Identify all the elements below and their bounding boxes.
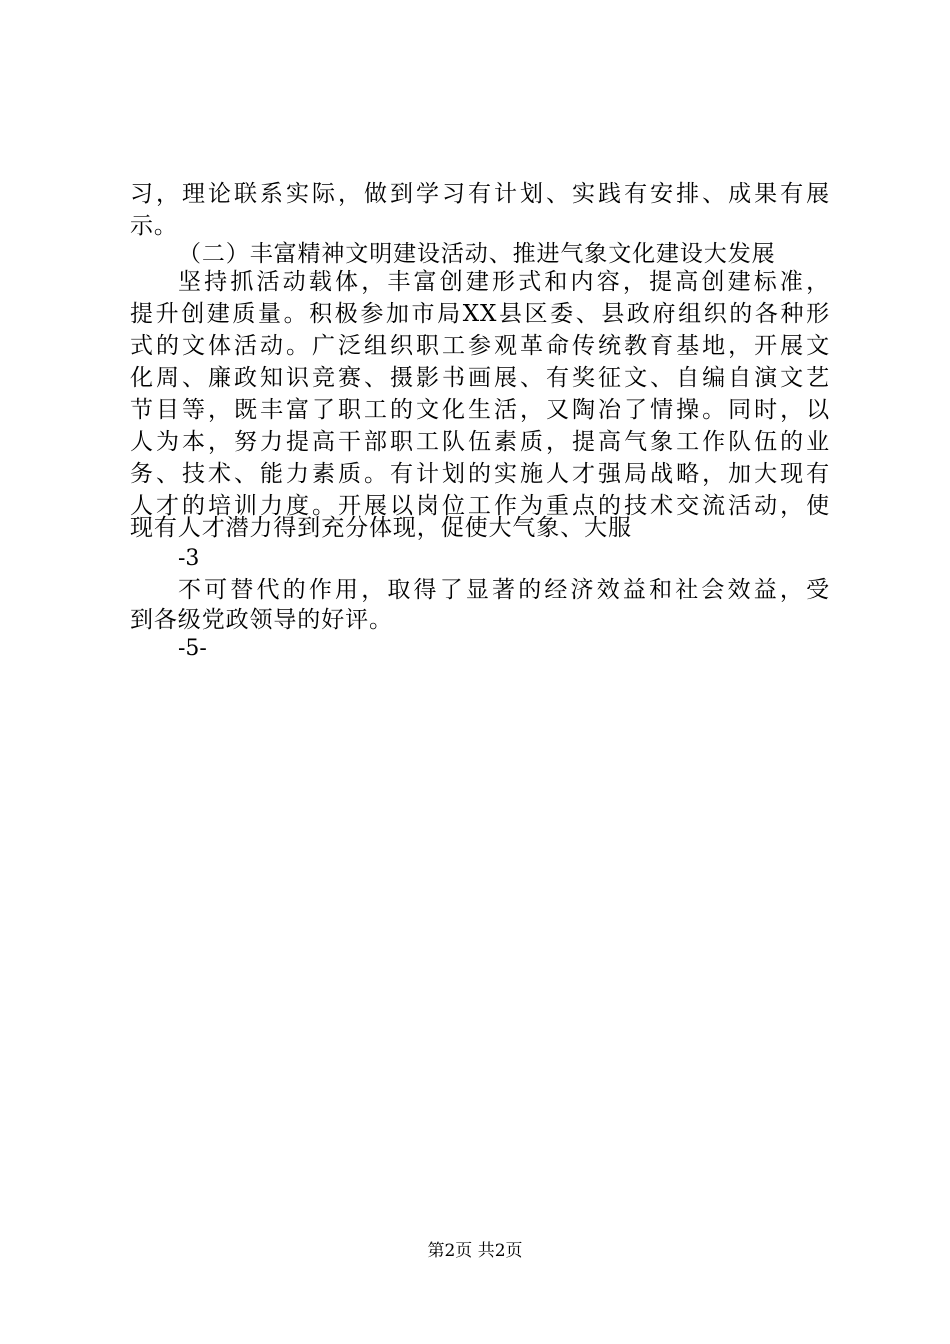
page-footer: 第2页 共2页 (427, 1241, 523, 1261)
body-text-line: 式的文体活动。广泛组织职工参观革命传统教育基地，开展文 (130, 333, 830, 359)
body-text-line: 习，理论联系实际，做到学习有计划、实践有安排、成果有展 (130, 181, 830, 207)
body-text-line: 坚持抓活动载体，丰富创建形式和内容，提高创建标准， (178, 269, 830, 295)
section-heading: （二）丰富精神文明建设活动、推进气象文化建设大发展 (178, 241, 776, 267)
body-text-line: 务、技术、能力素质。有计划的实施人才强局战略，加大现有 (130, 461, 830, 487)
body-text-line: 示。 (130, 213, 178, 239)
body-text-line: 到各级党政领导的好评。 (130, 607, 393, 633)
page-marker: -5- (178, 636, 207, 661)
body-text-line: 人才的培训力度。开展以岗位工作为重点的技术交流活动，使 (130, 493, 830, 519)
body-text-line: 化周、廉政知识竞赛、摄影书画展、有奖征文、自编自演文艺 (130, 365, 830, 391)
body-text-line: 人为本，努力提高干部职工队伍素质，提高气象工作队伍的业 (130, 429, 830, 455)
body-text-line: 现有人才潜力得到充分体现，促使大气象、大服 (130, 515, 632, 541)
body-text-line: 不可替代的作用，取得了显著的经济效益和社会效益，受 (178, 577, 830, 603)
body-text-line: 节目等，既丰富了职工的文化生活，又陶冶了情操。同时，以 (130, 397, 830, 423)
page-marker: -3 (178, 546, 200, 571)
body-text-line: 提升创建质量。积极参加市局XX县区委、县政府组织的各种形 (130, 301, 830, 327)
